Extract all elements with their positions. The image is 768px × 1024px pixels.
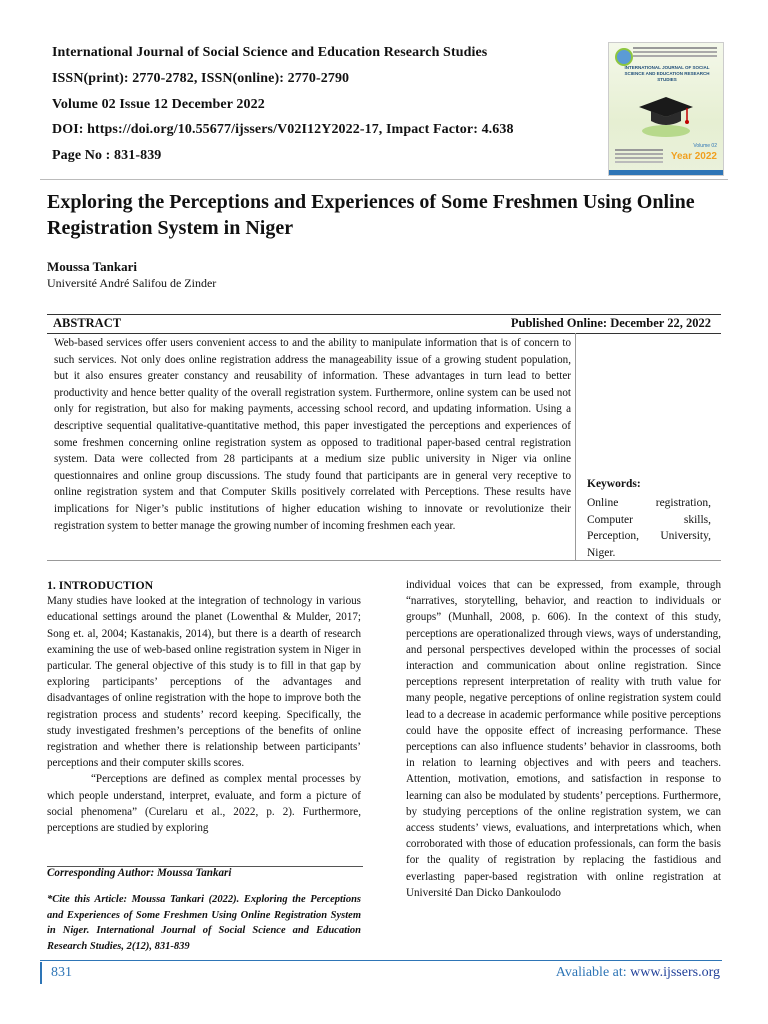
journal-url-link[interactable]: www.ijssers.org	[630, 965, 720, 980]
graduation-cap-icon	[635, 91, 697, 141]
author-affiliation: Université André Salifou de Zinder	[47, 276, 217, 290]
published-date: Published Online: December 22, 2022	[510, 316, 711, 330]
keywords-heading: Keywords:	[587, 478, 641, 490]
page-number: 831	[40, 962, 72, 984]
journal-name: International Journal of Social Science and Education Research Studies	[52, 45, 488, 60]
section-heading: 1. INTRODUCTION	[47, 578, 154, 592]
abstract-header	[47, 314, 721, 334]
availability-line	[556, 962, 720, 984]
journal-cover-image	[608, 42, 724, 176]
header-divider	[40, 179, 728, 180]
volume-line: Volume 02 Issue 12 December 2022	[52, 97, 265, 112]
corresponding-author: Corresponding Author: Moussa Tankari	[47, 867, 232, 879]
cover-year: Year 2022	[670, 151, 717, 162]
abstract-text: Web-based services offer users convenient access to and the ability to manipulate information that is of concern to such services. Not only does online registration address the manageability issue of a growing student population, but it also ensures greater constancy and reusability of information. These advantages in turn lead to better productivity and hence better quality of the overall registration system. Furthermore, online system can be used not only for registration, but also for making payments, accessing school record, and updating information. Using a descriptive sequential qualitative-quantitative method, this paper investigated the perceptions and experiences of some freshmen concerning online registration system as opposed to traditional paper-based central registration system. Data were collected from 28 participants at a medium size public university in Niger via online questionnaires and online group discussions. The study found that participants are in general very receptive to online registration system and that Computer Skills positively correlated with Perceptions. These results have implications for Niger’s public institutions of higher education wishing to innovate or revolutionize their registration system to better manage the growing number of incoming freshmen each year.	[54, 337, 571, 532]
doi-line: DOI: https://doi.org/10.55677/ijssers/V02I12Y2022-17, Impact Factor: 4.638	[52, 122, 514, 137]
right-column	[406, 577, 721, 901]
keywords-box	[575, 333, 721, 561]
page-range: Page No : 831-839	[52, 148, 162, 163]
cover-title: INTERNATIONAL JOURNAL OF SOCIAL SCIENCE AND EDUCATION RESEARCH STUDIES	[624, 65, 710, 82]
available-label: Avaliable at:	[555, 965, 627, 980]
citation-note: *Cite this Article: Moussa Tankari (2022). Exploring the Perceptions and Experiences of Some Freshmen Using Online Registration System in Niger. International Journal of Social Science and Education Research Studies, 2(12), 831-839	[47, 894, 361, 952]
left-column	[47, 577, 361, 836]
author-name: Moussa Tankari	[47, 259, 137, 274]
intro-paragraph-1: Many studies have looked at the integration of technology in various educational settings around the planet (Lowenthal & Mulder, 2017; Song et. al, 2004; Kastanakis, 2014), but there is a dearth of research examining the use of web-based online registration system in Niger in particular. The general objective of this study is to fill in that gap by exploring participants’ perceptions of the advantages and disadvantages of online registration with the hope to improve both the registration process and students’ record keeping. Specifically, the study investigated freshmen’s perceptions of the benefits of online registration and whether there is relationship between participants’ perceptions and their computer skills scores.	[47, 595, 361, 770]
intro-paragraph-3: individual voices that can be expressed, from example, through “narratives, storytelling, behavior, and reaction to individuals or groups” (Munhall, 2008, p. 606). In the context of this study, perceptions are operationalized through views, ways of understanding, and personal perspectives developed within the processes of social interaction and communication about online registration. Since perceptions represent interpretation of reality with truth value for many people, negative perceptions of online registration system could lead to a decrease in academic performance while positive perceptions could have the opposite effect of increasing performance. These perceptions can also influence students’ behavior in classrooms, both in relation to learning objectives and with peers and teachers. Attention, motivation, emotions, and satisfaction in response to learning can also be modulated by students’ perceptions. Furthermore, by studying perceptions of the online registration system, we can access students’ views, evaluations, and interpretations which, when corroborated with those of education professionals, can form the basis for the quality of registration by replacing the fastidious and everlasting paper-based registration with online registration at Université Dan Dicko Dankoulodo	[406, 579, 721, 899]
keywords-list: Online registration, Computer skills, Perception, University, Niger.	[587, 497, 711, 559]
footer-divider	[40, 960, 722, 961]
abstract-body	[47, 333, 576, 561]
article-title: Exploring the Perceptions and Experiences of Some Freshmen Using Online Registration System in Niger	[47, 191, 695, 239]
abstract-heading: ABSTRACT	[53, 316, 122, 330]
cover-volume: Volume 02	[693, 143, 717, 149]
issn-line: ISSN(print): 2770-2782, ISSN(online): 2770-2790	[52, 71, 350, 86]
intro-paragraph-2: “Perceptions are defined as complex mental processes by which people understand, interpret, evaluate, and form a picture of social phenomena” (Curelaru et al., 2022, p. 2). Furthermore, perceptions are studied by exploring	[47, 773, 361, 835]
journal-logo-icon	[615, 48, 633, 66]
